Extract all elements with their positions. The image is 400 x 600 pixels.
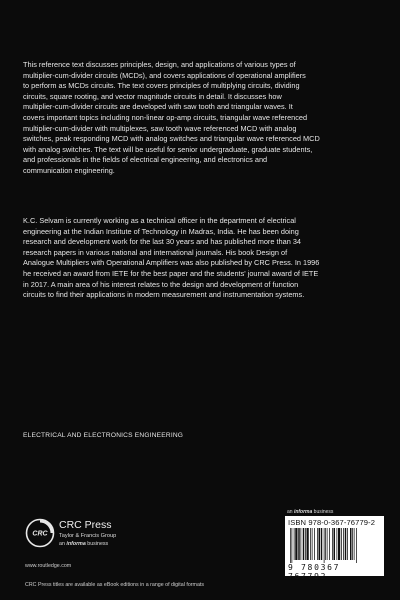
description-paragraph [23,60,378,177]
tagline-brand: informa [293,509,313,515]
barcode-bar [327,528,328,560]
author-bio-line: research papers in various national and international journals. His book Design of [23,247,288,257]
barcode-bar [347,528,348,560]
barcode-digits: 9 780367 767792 [288,563,341,581]
barcode-bar [341,528,342,560]
publisher-tagline [59,541,108,547]
barcode-bar [332,528,333,560]
publisher-tag-brand: informa [66,541,86,547]
author-bio-line: in 2017. A main area of his interest relates to the design and development of function [23,279,299,289]
barcode-bar [352,528,353,560]
publisher-tag-suffix: business [85,541,109,547]
description-line: multiplier-cum-divider circuits are developed with saw tooth and triangular waves. It [23,102,293,112]
description-line: multiplier-cum-divider circuits (MCDs), and covers applications of operational amplifiers [23,70,306,80]
barcode-bar [356,528,357,563]
author-bio-paragraph [23,216,378,301]
barcode-bar [321,528,323,560]
barcode-bar [329,528,330,560]
barcode-bar [354,528,355,560]
description-line: to perform as MCDs circuits. The text covers principles of multiplying circuits, dividing [23,81,300,91]
author-bio-line: Analogue Multipliers with Operational Amplifiers was also published by CRC Press. In 1996 [23,258,320,268]
barcode-bar [345,528,347,560]
author-bio-line: circuits to find their applications in modern measurement and instrumentation systems. [23,290,305,300]
barcode-bar [303,528,305,560]
crc-press-logo-icon [25,518,55,548]
barcode-bar [334,528,336,560]
tagline-prefix: an [287,509,294,515]
barcode-bar [290,528,291,563]
barcode-icon [288,528,381,563]
barcode-bar [314,528,315,560]
barcode-bar [295,528,297,560]
author-bio-line: he received an award from IETE for the best paper and the students' journal award of IETE [23,268,319,278]
description-line: multiplier-cum-divider with multiplexes, saw tooth wave referenced MCD with analog [23,123,297,133]
description-line: switches, peak responding MCD with analog switches and triangular wave referenced MCD [23,134,320,144]
barcode-box [285,516,384,581]
barcode-bar [307,528,309,560]
website-link[interactable]: www.routledge.com [25,563,72,569]
author-bio-line: research and development work for the last 30 years and has published more than 34 [23,237,302,247]
barcode-bar [301,528,302,560]
author-bio-line: K.C. Selvam is currently working as a technical officer in the department of electrical [23,216,296,225]
barcode-bar [324,528,325,563]
subject-category: ELECTRICAL AND ELECTRONICS ENGINEERING [23,432,184,439]
informa-tagline [287,509,333,515]
barcode-bar [310,528,311,560]
barcode-bar [337,528,338,560]
barcode-bar [343,528,344,560]
ebook-footnote: CRC Press titles are available as eBook editions in a range of digital formats [25,582,205,588]
barcode-bar [350,528,352,560]
isbn-label: ISBN 978-0-367-76779-2 [288,518,376,527]
barcode-bar [298,528,300,560]
description-line: and professionals in the fields of electrical engineering, and electronics and [23,155,268,165]
barcode-bar [312,528,313,560]
barcode-bar [317,528,318,560]
description-line: covers important topics including non-linear op-amp circuits, triangular wave referenced [23,112,308,122]
publisher-name: CRC Press [59,519,112,531]
author-bio-line: engineering at the Indian Institute of Technology in Madras, India. He has been doing [23,226,299,236]
description-line: This reference text discusses principles, design, and applications of various types of [23,60,296,69]
barcode-bar [292,528,293,563]
description-line: with analog switches. The text will be useful for senior undergraduate, graduate students, [23,144,313,154]
barcode-bar [305,528,306,560]
publisher-group: Taylor & Francis Group [59,533,117,539]
barcode-bar [319,528,321,560]
description-line: circuits, square rooting, and vector magnitude circuits in detail. It discusses how [23,91,282,101]
barcode-bar [294,528,295,560]
barcode-bar [325,528,326,560]
barcode-bar [338,528,340,560]
crc-logo-text: CRC [32,530,48,538]
publisher-tag-prefix: an [59,541,67,547]
tagline-suffix: business [312,509,334,515]
description-line: communication engineering. [23,165,115,175]
